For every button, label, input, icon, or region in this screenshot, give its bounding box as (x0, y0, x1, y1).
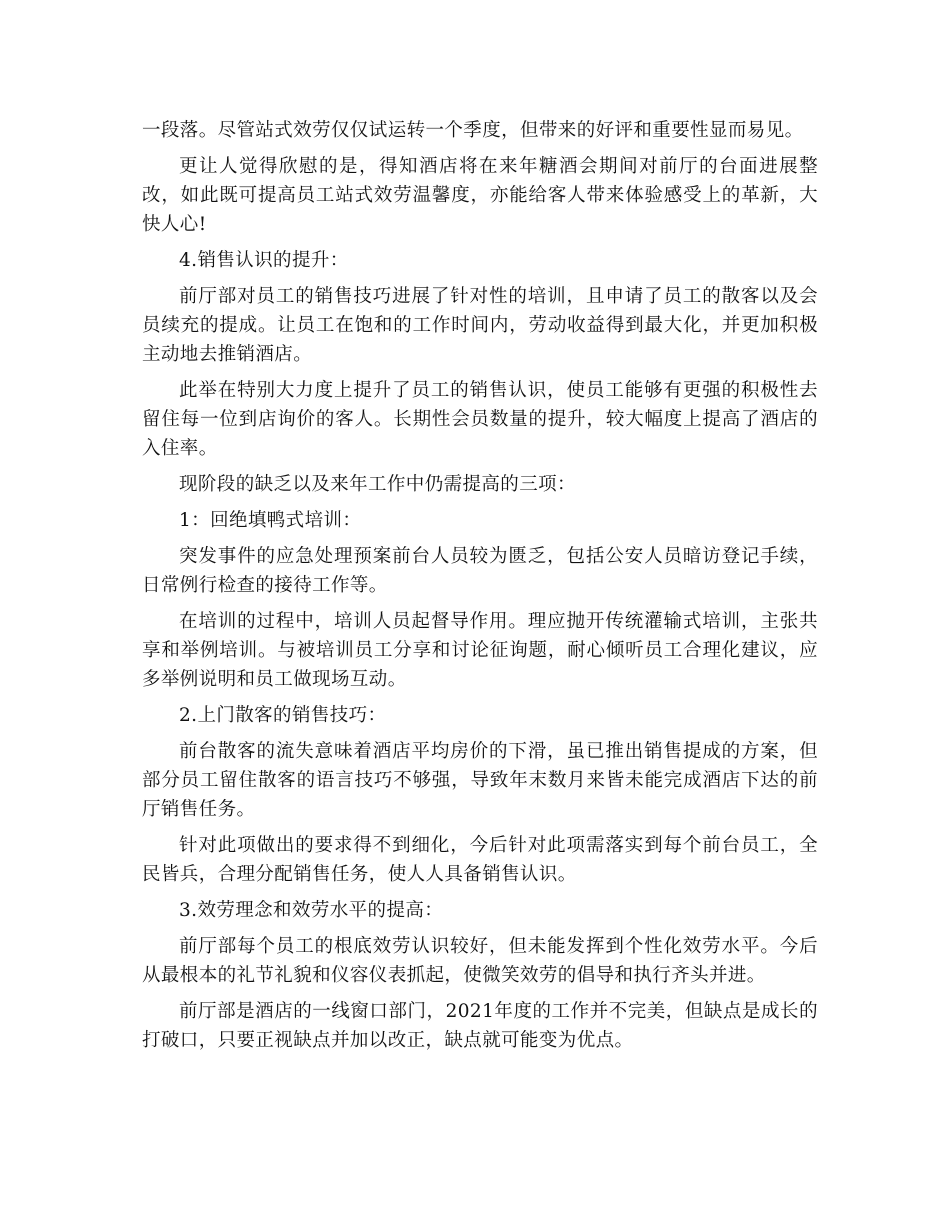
paragraph-4: 此举在特别大力度上提升了员工的销售认识，使员工能够有更强的积极性去留住每一位到店询价的客人。长期性会员数量的提升，较大幅度上提高了酒店的入住率。 (142, 380, 818, 459)
section-heading-4: 4.销售认识的提升： (179, 250, 349, 271)
paragraph-7: 在培训的过程中，培训人员起督导作用。理应抛开传统灌输式培训，主张共享和举例培训。与被培训员工分享和讨论征询题，耐心倾听员工合理化建议，应多举例说明和员工做现场互动。 (142, 611, 818, 690)
paragraph-3: 前厅部对员工的销售技巧进展了针对性的培训，且申请了员工的散客以及会员续充的提成。让员工在饱和的工作时间内，劳动收益得到最大化，并更加积极主动地去推销酒店。 (142, 286, 818, 365)
section-heading-2: 2.上门散客的销售技巧： (179, 705, 387, 726)
section-heading-3: 3.效劳理念和效劳水平的提高： (179, 900, 444, 921)
paragraph-9: 针对此项做出的要求得不到细化，今后针对此项需落实到每个前台员工，全民皆兵，合理分配销售任务，使人人具备销售认识。 (142, 835, 818, 885)
paragraph-11: 前厅部是酒店的一线窗口部门，2021年度的工作并不完美，但缺点是成长的打破口，只要正视缺点并加以改正，缺点就可能变为优点。 (142, 1001, 818, 1051)
document-body (142, 116, 818, 1062)
section-heading-1: 1：回绝填鸭式培训： (179, 510, 362, 531)
paragraph-6: 突发事件的应急处理预案前台人员较为匮乏，包括公安人员暗访登记手续，日常例行检查的接待工作等。 (142, 546, 818, 596)
paragraph-1: 一段落。尽管站式效劳仅仅试运转一个季度，但带来的好评和重要性显而易见。 (142, 120, 804, 141)
paragraph-5: 现阶段的缺乏以及来年工作中仍需提高的三项： (179, 474, 576, 495)
paragraph-2: 更让人觉得欣慰的是，得知酒店将在来年糖酒会期间对前厅的台面进展整改，如此既可提高员工站式效劳温馨度，亦能给客人带来体验感受上的革新，大快人心! (142, 156, 818, 235)
paragraph-10: 前厅部每个员工的根底效劳认识较好，但未能发挥到个性化效劳水平。今后从最根本的礼节礼貌和仪容仪表抓起，使微笑效劳的倡导和执行齐头并进。 (142, 936, 818, 986)
paragraph-8: 前台散客的流失意味着酒店平均房价的下滑，虽已推出销售提成的方案，但部分员工留住散客的语言技巧不够强，导致年末数月来皆未能完成酒店下达的前厅销售任务。 (142, 741, 818, 820)
